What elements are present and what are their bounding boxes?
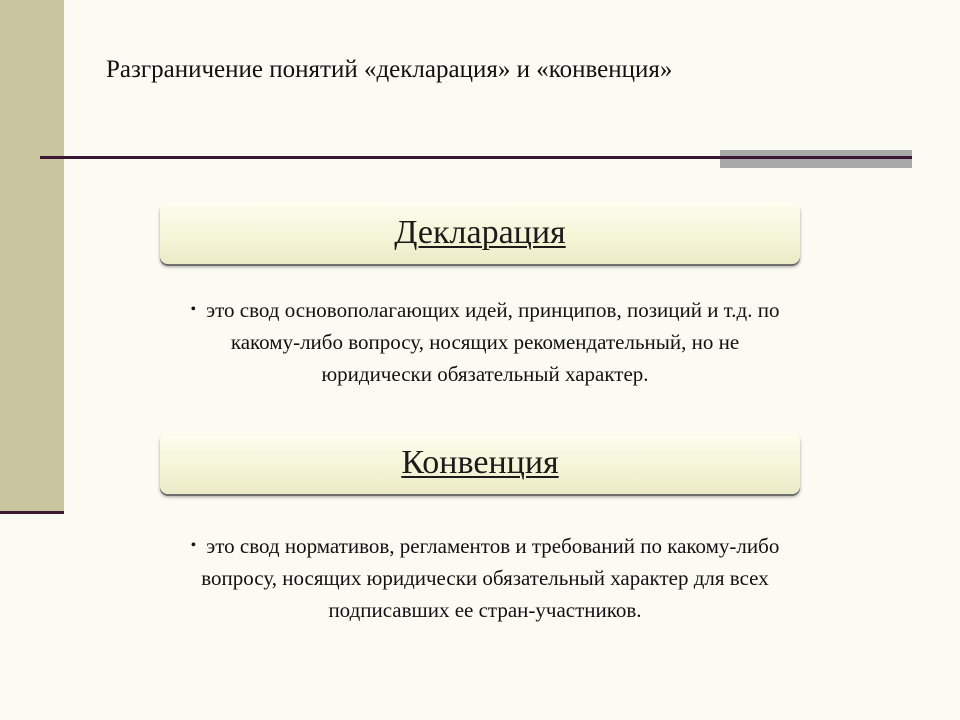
- definition-text-convention: это свод нормативов, регламентов и требований по какому-либо вопросу, носящих юридически обязательный характер для всех подписавших ее стран-участников.: [201, 534, 780, 622]
- definition-convention: [190, 530, 780, 626]
- term-heading-declaration: Декларация: [394, 214, 566, 251]
- left-bar-underline: [0, 511, 64, 514]
- bullet-icon: •: [190, 537, 197, 554]
- definition-text-declaration: это свод основополагающих идей, принципов, позиций и т.д. по какому-либо вопросу, носящих рекомендательный, но не юридически обязательный характер.: [206, 298, 780, 386]
- term-heading-convention: Конвенция: [401, 444, 559, 481]
- term-box-declaration: [160, 202, 800, 264]
- definition-declaration: [190, 294, 780, 390]
- left-decorative-bar: [0, 0, 64, 511]
- bullet-icon: •: [190, 301, 197, 318]
- slide-title: Разграничение понятий «декларация» и «конвенция»: [106, 56, 673, 83]
- title-rule-accent: [720, 150, 912, 168]
- title-rule-accent-line: [720, 156, 912, 159]
- term-box-convention: [160, 432, 800, 494]
